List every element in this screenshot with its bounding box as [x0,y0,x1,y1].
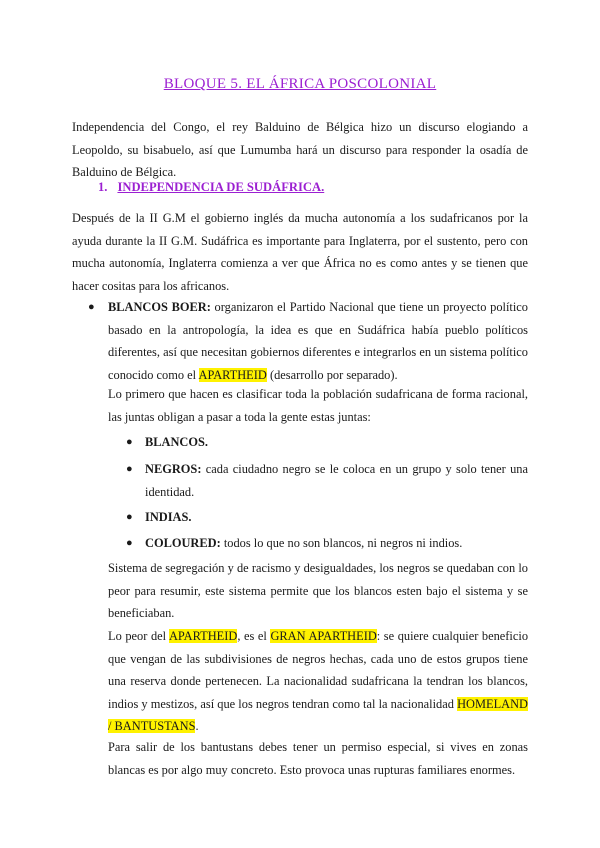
para4-text: , es el [237,629,271,643]
para4-text: . [195,719,199,734]
bullet-icon: ● [126,511,133,523]
bullet-icon: ● [126,537,133,549]
bullet-blancos-boer [108,296,528,386]
highlight-apartheid: APARTHEID [168,629,238,643]
paragraph-gran-apartheid [108,625,528,738]
group-bold-label: INDIAS. [145,510,192,524]
section-heading-text: INDEPENDENCIA DE SUDÁFRICA. [117,180,325,194]
section-heading [98,180,324,195]
intro-paragraph: Independencia del Congo, el rey Balduino de Bélgica hizo un discurso elogiando a Leopoldo, su bisabuelo, así que Lumumba hará un discurso para responder la osadía de Balduino de Bélgica. [72,120,528,180]
highlight-gran-apartheid: GRAN APARTHEID [270,629,377,643]
group-bold-label: COLOURED: [145,536,221,550]
bullet-icon: ● [88,301,95,313]
para4-text: : se quiere cualquier beneficio que vengan de las subdivisiones de negros hechas, cada uno de estos grupos tiene una reserva donde pertenecen. La nacionalidad sudafricana la tendran los blancos, indios y mestizos, así que los negros tendran como tal la nacionalidad [108,629,529,711]
group-bold-label: NEGROS: [145,462,202,476]
group-text: cada ciudadno negro se le coloca en un grupo y solo tener una identidad. [145,462,528,499]
bullet-icon: ● [126,463,133,475]
bullet-text-a: organizaron el Partido Nacional que tiene un proyecto político basado en la antropología, la idea es que en Sudáfrica había pueblo políticos diferentes, así que necesitan gobiernos diferentes e integrarlos en un sistema político conocido como el [108,300,528,382]
group-bold-label: BLANCOS. [145,435,208,449]
page-title: BLOQUE 5. EL ÁFRICA POSCOLONIAL [163,76,437,92]
paragraph-segregation: Sistema de segregación y de racismo y desigualdades, los negros se quedaban con lo peor para resumir, este sistema permite que los blancos esten bajo el sistema y se beneficiaban. [108,561,528,621]
bullet-bold-label: BLANCOS BOER: [108,300,211,314]
group-item [145,431,528,454]
bullet-text-b: (desarrollo por separado). [266,367,398,382]
paragraph-autonomy: Después de la II G.M el gobierno inglés da mucha autonomía a los sudafricanos por la ayuda durante la II G.M. Sudáfrica es importante para Inglaterra, por el sustento, pero con mucha autonomía, Inglaterra comienza a ver que África no es como antes y se tienen que hacer cositas para los africanos. [72,211,528,293]
bullet-icon: ● [126,436,133,448]
para4-text: Lo peor del [108,629,169,643]
section-number: 1. [98,180,108,194]
highlight-homeland: HOMELAND / BANTUSTANS [108,696,528,734]
group-text: todos lo que no son blancos, ni negros ni indios. [220,536,463,550]
paragraph-bantustans: Para salir de los bantustans debes tener un permiso especial, si vives en zonas blancas es por algo muy concreto. Esto provoca unas rupturas familiares enormes. [108,740,528,777]
group-item [145,458,528,503]
group-item [145,506,528,529]
paragraph-classification: Lo primero que hacen es clasificar toda la población sudafricana de forma racional, las juntas obligan a pasar a toda la gente estas juntas: [108,387,528,424]
group-item [145,532,528,555]
highlight-apartheid: APARTHEID [198,367,267,382]
